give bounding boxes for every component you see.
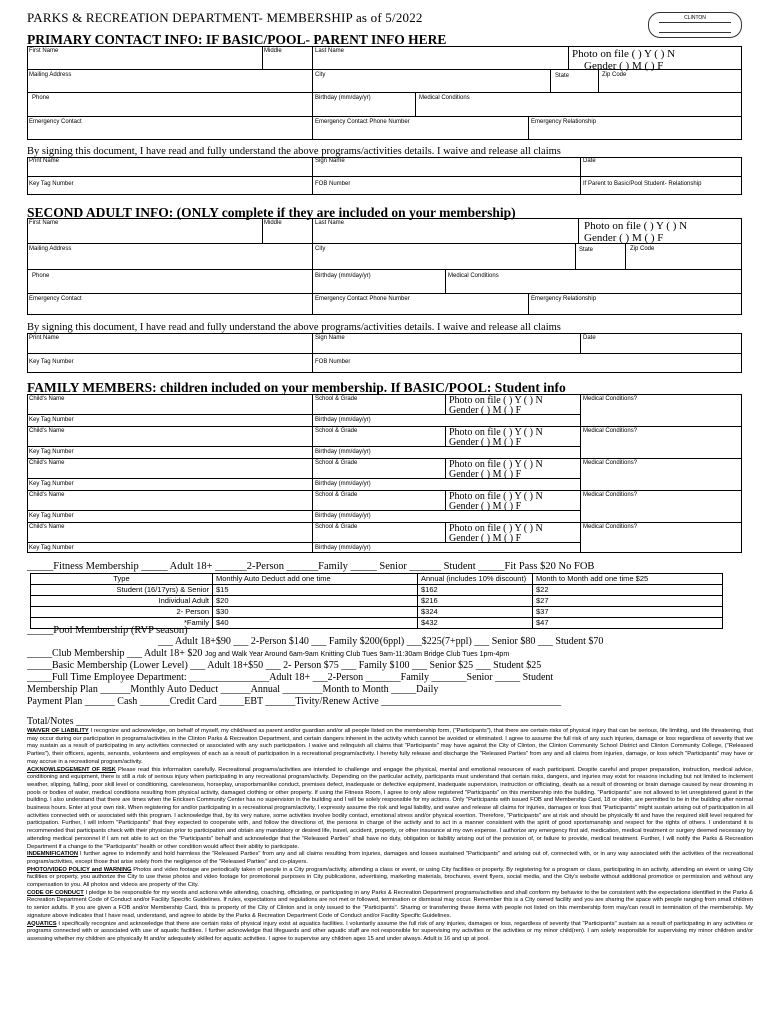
club-membership-line <box>27 648 509 659</box>
price-row-monthly: $40 <box>213 618 418 629</box>
risk-heading: ACKNOWLEDGEMENT OF RISK <box>27 766 116 773</box>
second-print-name-label: Print Name <box>29 335 60 341</box>
fitness-membership-line: _____Fitness Membership _____ Adult 18+ ______2-Person ______Family _____ Senior ______ Student _____Fit Pass $20 No FOB <box>27 561 595 572</box>
second-first-name-label: First Name <box>29 220 59 226</box>
primary-date-label: Date <box>583 158 596 164</box>
second-birthday-label: Birthday (mm/day/yr) <box>315 273 371 279</box>
child5-birthday-label: Birthday (mm/day/yr) <box>315 545 371 551</box>
child3-medical-label: Medical Conditions? <box>583 460 638 466</box>
child3-photo: Photo on file ( ) Y ( ) N <box>449 459 543 470</box>
primary-first-name-label: First Name <box>29 48 59 54</box>
conduct-body: I pledge to be responsible for my words and actions while attending, coaching, officiating, or participating in any Parks & Recreation Department programs/activities and shall conform my behavior to the be consistent with the expectations identified in the Parks & Recreation Department Code of Conduct and/or Facility Specific Guidelines. If rules, expectations and regulations are not met or followed, termination or dismissal may occur. Remember this is a City owned facility and you are sharing the space with people ranging from small children to senior adults. If you are given a FOB and/or Membership Card, this is property of the City of Clinton and is only issued to the "Participants". Sharing or transferring these items with people not listed on this membership form may/can result in termination of the membership. My signature above indicates that I have read, understand, and agree to abide by the Parks & Recreation Department Code of Conduct and/or Facility Specific Guidelines. <box>27 889 753 919</box>
second-last-name-label: Last Name <box>315 220 345 226</box>
conduct-heading: CODE OF CONDUCT <box>27 889 84 896</box>
primary-key-tag-label: Key Tag Number <box>29 181 74 187</box>
child5-photo: Photo on file ( ) Y ( ) N <box>449 523 543 534</box>
second-key-tag-label: Key Tag Number <box>29 359 74 365</box>
aquatics-body: I specifically recognize and acknowledge that there are certain risks of physical injury exist at aquatics facilities. I voluntarily assume the full risk of any injuries, damages or loss, regardless of severity that "Participants" sustain as a result of participating in any activities or programs connected with or associated with use of aquatic facilities. I further acknowledge that lifeguards and other aquatic staff are not responsible for supervising my activities or the activities or my minor child(ren). I am solely responsible for supervising my minor children and/or assessing whether my children are physically fit and/or adequately skilled for aquatic activities. I agree to supervise any children ages 15 and under always. Adult is 16 and up at pool. <box>27 920 753 942</box>
child1-school-label: School & Grade <box>315 396 358 402</box>
primary-fob-label: FOB Number <box>315 181 351 187</box>
logo-banner <box>659 22 731 33</box>
price-row-m2m: $22 <box>533 585 723 596</box>
membership-plan-line: Membership Plan ______Monthly Auto Deduct ______Annual ________Month to Month _____Daily <box>27 684 439 695</box>
price-header-monthly: Monthly Auto Deduct add one time <box>213 574 418 585</box>
child4-name-label: Child's Name <box>29 492 65 498</box>
price-header-annual: Annual (includes 10% discount) <box>418 574 533 585</box>
second-photo-on-file: Photo on file ( ) Y ( ) N <box>584 220 688 232</box>
child5-medical-label: Medical Conditions? <box>583 524 638 530</box>
child1-name-label: Child's Name <box>29 396 65 402</box>
child2-birthday-label: Birthday (mm/day/yr) <box>315 449 371 455</box>
price-row-annual: $216 <box>418 596 533 607</box>
second-phone-label: Phone <box>32 273 50 279</box>
child1-birthday-label: Birthday (mm/day/yr) <box>315 417 371 423</box>
child2-medical-label: Medical Conditions? <box>583 428 638 434</box>
risk-paragraph <box>27 767 753 852</box>
child4-key-tag-label: Key Tag Number <box>29 513 74 519</box>
primary-print-name-label: Print Name <box>29 158 60 164</box>
child1-gender: Gender ( ) M ( ) F <box>449 405 522 416</box>
child2-name-label: Child's Name <box>29 428 65 434</box>
second-state-label: State <box>579 247 594 253</box>
primary-medical-label: Medical Conditions <box>419 95 470 101</box>
price-row-monthly: $30 <box>213 607 418 618</box>
child2-gender: Gender ( ) M ( ) F <box>449 437 522 448</box>
price-row-annual: $324 <box>418 607 533 618</box>
child3-birthday-label: Birthday (mm/day/yr) <box>315 481 371 487</box>
fulltime-employee-line: _____Full Time Employee Department: ________________Adult 18+ ___2-Person _______Family _______Senior _____ Student <box>27 672 554 683</box>
primary-parent-rel-label: If Parent to Basic/Pool Student- Relationship <box>583 181 702 187</box>
child5-school-label: School & Grade <box>315 524 358 530</box>
primary-city-label: City <box>315 72 326 78</box>
price-row-type: Student (16/17yrs) & Senior <box>31 585 213 596</box>
second-zip-label: Zip Code <box>630 246 655 252</box>
primary-birthday-label: Birthday (mm/day/yr) <box>315 95 371 101</box>
second-mailing-label: Mailing Address <box>29 246 72 252</box>
aquatics-paragraph <box>27 921 753 944</box>
club-schedule-text: Jog and Walk Year Around 6am-9am Knitting Club Tues 9am-11:30am Bridge Club Tues 1pm-4pm <box>204 651 510 658</box>
second-agreement-text: By signing this document, I have read and fully understand the above programs/activities details. I waive and release all claims <box>27 322 561 333</box>
waiver-body: I recognize and acknowledge, on behalf of myself, my child/ward as parent and/or guardian and/or all people listed on the membership form, ("Participants"), that there are certain risks of physical injury that can be serious, life limiting, and life threatening, that may occur during our participation in programs/activities in the Clinton Parks & Recreation Department, and certain dangers inherent in the activity which cannot be avoided or eliminated. I agree to assume the full risk of any such injuries, damage or loss regardless of severity that we may sustain as a result of participating in any activities connected or associated with any such participation. I waive and relinquish all claims that "Participants" may have against the City of Clinton, the Clinton Community School District and Clinton Community College, ("Released Parties"), their officers, agents, servants, volunteers and employees of each as a result of participation in a recreational program/activity. I hereby fully release and discharge the "Released Parties" from any and all claims from injuries, damage, or loss which "Participants" may have or may accrue in a recreational program/activity. <box>27 728 753 765</box>
primary-photo-on-file: Photo on file ( ) Y ( ) N <box>572 48 676 60</box>
child2-school-label: School & Grade <box>315 428 358 434</box>
child2-key-tag-label: Key Tag Number <box>29 449 74 455</box>
photo-policy-paragraph <box>27 867 753 890</box>
price-row-m2m: $37 <box>533 607 723 618</box>
second-fob-label: FOB Number <box>315 359 351 365</box>
child5-gender: Gender ( ) M ( ) F <box>449 533 522 544</box>
risk-body: Please read this information carefully. Recreational programs/activities are intended to challenge and engage the physical, mental and emotional resources of each participant. Despite careful and proper preparation, instruction, medical advice, conditioning and equipment, there is still a risk of serious injury when participating in any recreational program/activity. Depending on the particular activity, participants must understand that certain risks, dangers, and injuries may exist for reasons including but not limited to inclement weather, slipping, falling, poor skill level or conditioning, carelessness, horseplay, unsportsmanlike conduct, premises defect, inadequate or defective equipment, inadequate supervision, instruction or officiating, death as a result of drowning or brain damage caused by near drowning in pools or bodies of water, medical conditions resulting from physical activity, damaged clothing or other property. If using the Fitness Room, I agree to only allow registered "Participants" on this membership into the building. "Participants" are not allowed to let unregistered guest in the building. I also understand that there are times when the Ericksen Community Center has no supervision in the building and I will be solely responsible for my actions. Only "Participants with issued FOB and Membership Card, 18 or older, are permitted to be in the building after normal business hours. Enter at your own risk. When registering for and/or participating in a recreational program/activity, I expressly assume the risk and legal liability, and waive and release all claims for injuries, damages or loss that "Participants" might sustain arising out of participation in all activities connected with or associated with this program. I acknowledge that, by its very nature, some activities involve bodily contact, emotional stress and/or physical exertion. Therefore, "Participants" are at risk and should be physically fit and have the required skill level required for participation. Further, I will inform "Participants" that they expected to cooperate with, and follow the directions of, the persons in charge of the activity and to act in a manner consistent with the spirit of good sportsmanship and respect for the rights of others. I understand it is recommended that participants check with their physician prior to participation and obtain any mandatory or desired life, travel, accident, property, or other insurance at my own expense. I authorize any emergency first aid, medication, medical treatment or surgery deemed necessary by attending medical personnel if I am not able to act on the "Participants" behalf and acknowledge that the "Released Parties" shall have no duty, obligation or liability arising out of the provision of, or failure to provide, medical treatment. Further, I will notify the Parks & Recreation Department if a change to the "Participants" health or other condition would affect their ability to participate. <box>27 766 754 850</box>
aquatics-heading: AQUATICS <box>27 920 57 927</box>
primary-emergency-rel-label: Emergency Relationship <box>531 119 597 125</box>
price-row-monthly: $20 <box>213 596 418 607</box>
second-date-label: Date <box>583 335 596 341</box>
second-sign-name-label: Sign Name <box>315 335 345 341</box>
pool-options-line: ___ Adult 18+$90 ___ 2-Person $140 ___ Family $200(6ppl) ___$225(7+ppl) ___ Senior $80 ___ Student $70 <box>158 636 604 647</box>
price-table <box>30 573 723 629</box>
price-row-m2m: $47 <box>533 618 723 629</box>
price-row-annual: $432 <box>418 618 533 629</box>
price-row-type: 2- Person <box>31 607 213 618</box>
second-gender: Gender ( ) M ( ) F <box>584 232 664 244</box>
indemnification-heading: INDEMNIFICATION <box>27 851 79 858</box>
primary-mailing-label: Mailing Address <box>29 72 72 78</box>
child3-key-tag-label: Key Tag Number <box>29 481 74 487</box>
price-row-monthly: $15 <box>213 585 418 596</box>
photo-policy-heading: PHOTO/VIDEO POLICY and WARNING <box>27 866 132 873</box>
second-middle-label: Middle <box>264 220 282 226</box>
indemnification-body: I further agree to indemnify and hold harmless the "Released Parties" from any and all claims resulting from injuries, damages and losses sustained "Participants" and arising out of, connected with, or in any way associated with the activities of the recreational program/activities, except those that arise solely from the negligence of the "Released Parties" and co-players. <box>27 851 753 865</box>
second-emergency-label: Emergency Contact <box>29 296 82 302</box>
price-row-m2m: $27 <box>533 596 723 607</box>
indemnification-paragraph <box>27 851 753 866</box>
child1-key-tag-label: Key Tag Number <box>29 417 74 423</box>
city-logo <box>648 12 742 38</box>
second-heading: SECOND ADULT INFO: (ONLY complete if they are included on your membership) <box>27 205 516 220</box>
primary-phone-label: Phone <box>32 95 50 101</box>
basic-membership-line: _____Basic Membership (Lower Level) ___ Adult 18+$50 ___ 2- Person $75 ___ Family $100 ___ Senior $25 ___ Student $25 <box>27 660 542 671</box>
primary-gender: Gender ( ) M ( ) F <box>584 60 664 72</box>
page-title: PARKS & RECREATION DEPARTMENT- MEMBERSHIP as of 5/2022 <box>27 10 423 25</box>
primary-middle-label: Middle <box>264 48 282 54</box>
child4-school-label: School & Grade <box>315 492 358 498</box>
child5-key-tag-label: Key Tag Number <box>29 545 74 551</box>
primary-sign-name-label: Sign Name <box>315 158 345 164</box>
payment-plan-line: Payment Plan ______ Cash ______Credit Card _____EBT ______Tivity/Renew Active ____________________________________ <box>27 696 562 707</box>
second-medical-label: Medical Conditions <box>448 273 499 279</box>
photo-policy-body: Photos and video footage are periodically taken of people in a City program/activity, attending a class or event, or using City facilities or property. By registering for a program or class, participating in an activity, attending an event or using City facilities or property, you authorize the City to use these photos and video footage for promotional purposes in City publications, advertising, marketing materials, brochures, event flyers, social media, and the City's website without additional promotice or permission and without any compensation to you. All photos and videos are property of the City. <box>27 866 753 889</box>
primary-last-name-label: Last Name <box>315 48 345 54</box>
club-membership-text: _____Club Membership ___ Adult 18+ $20 <box>27 648 203 659</box>
child4-medical-label: Medical Conditions? <box>583 492 638 498</box>
primary-zip-label: Zip Code <box>602 72 627 78</box>
price-header-m2m: Month to Month add one time $25 <box>533 574 723 585</box>
primary-heading: PRIMARY CONTACT INFO: IF BASIC/POOL- PARENT INFO HERE <box>27 32 447 47</box>
price-row-type: Individual Adult <box>31 596 213 607</box>
second-emergency-rel-label: Emergency Relationship <box>531 296 597 302</box>
child2-photo: Photo on file ( ) Y ( ) N <box>449 427 543 438</box>
primary-state-label: State <box>555 73 570 79</box>
price-row-annual: $162 <box>418 585 533 596</box>
total-notes-line: Total/Notes ___________________________________________________________________________________________________ <box>27 716 572 727</box>
child3-gender: Gender ( ) M ( ) F <box>449 469 522 480</box>
primary-emergency-label: Emergency Contact <box>29 119 82 125</box>
child1-photo: Photo on file ( ) Y ( ) N <box>449 395 543 406</box>
price-header-type: Type <box>31 574 213 585</box>
child5-name-label: Child's Name <box>29 524 65 530</box>
pool-membership-line: _____Pool Membership (RVP season) <box>27 625 188 636</box>
primary-agreement-text: By signing this document, I have read and fully understand the above programs/activities details. I waive and release all claims <box>27 146 561 157</box>
child4-photo: Photo on file ( ) Y ( ) N <box>449 491 543 502</box>
child3-school-label: School & Grade <box>315 460 358 466</box>
price-row-type: *Family <box>31 618 213 629</box>
second-emergency-phone-label: Emergency Contact Phone Number <box>315 296 410 302</box>
waiver-paragraph <box>27 728 753 767</box>
conduct-paragraph <box>27 890 753 921</box>
second-city-label: City <box>315 246 326 252</box>
legal-text <box>27 728 753 944</box>
child1-medical-label: Medical Conditions? <box>583 396 638 402</box>
child4-gender: Gender ( ) M ( ) F <box>449 501 522 512</box>
child3-name-label: Child's Name <box>29 460 65 466</box>
primary-emergency-phone-label: Emergency Contact Phone Number <box>315 119 410 125</box>
child4-birthday-label: Birthday (mm/day/yr) <box>315 513 371 519</box>
family-heading: FAMILY MEMBERS: children included on your membership. If BASIC/POOL: Student info <box>27 380 566 395</box>
logo-text: CLINTON <box>684 15 706 21</box>
waiver-heading: WAIVER OF LIABILITY <box>27 728 89 734</box>
